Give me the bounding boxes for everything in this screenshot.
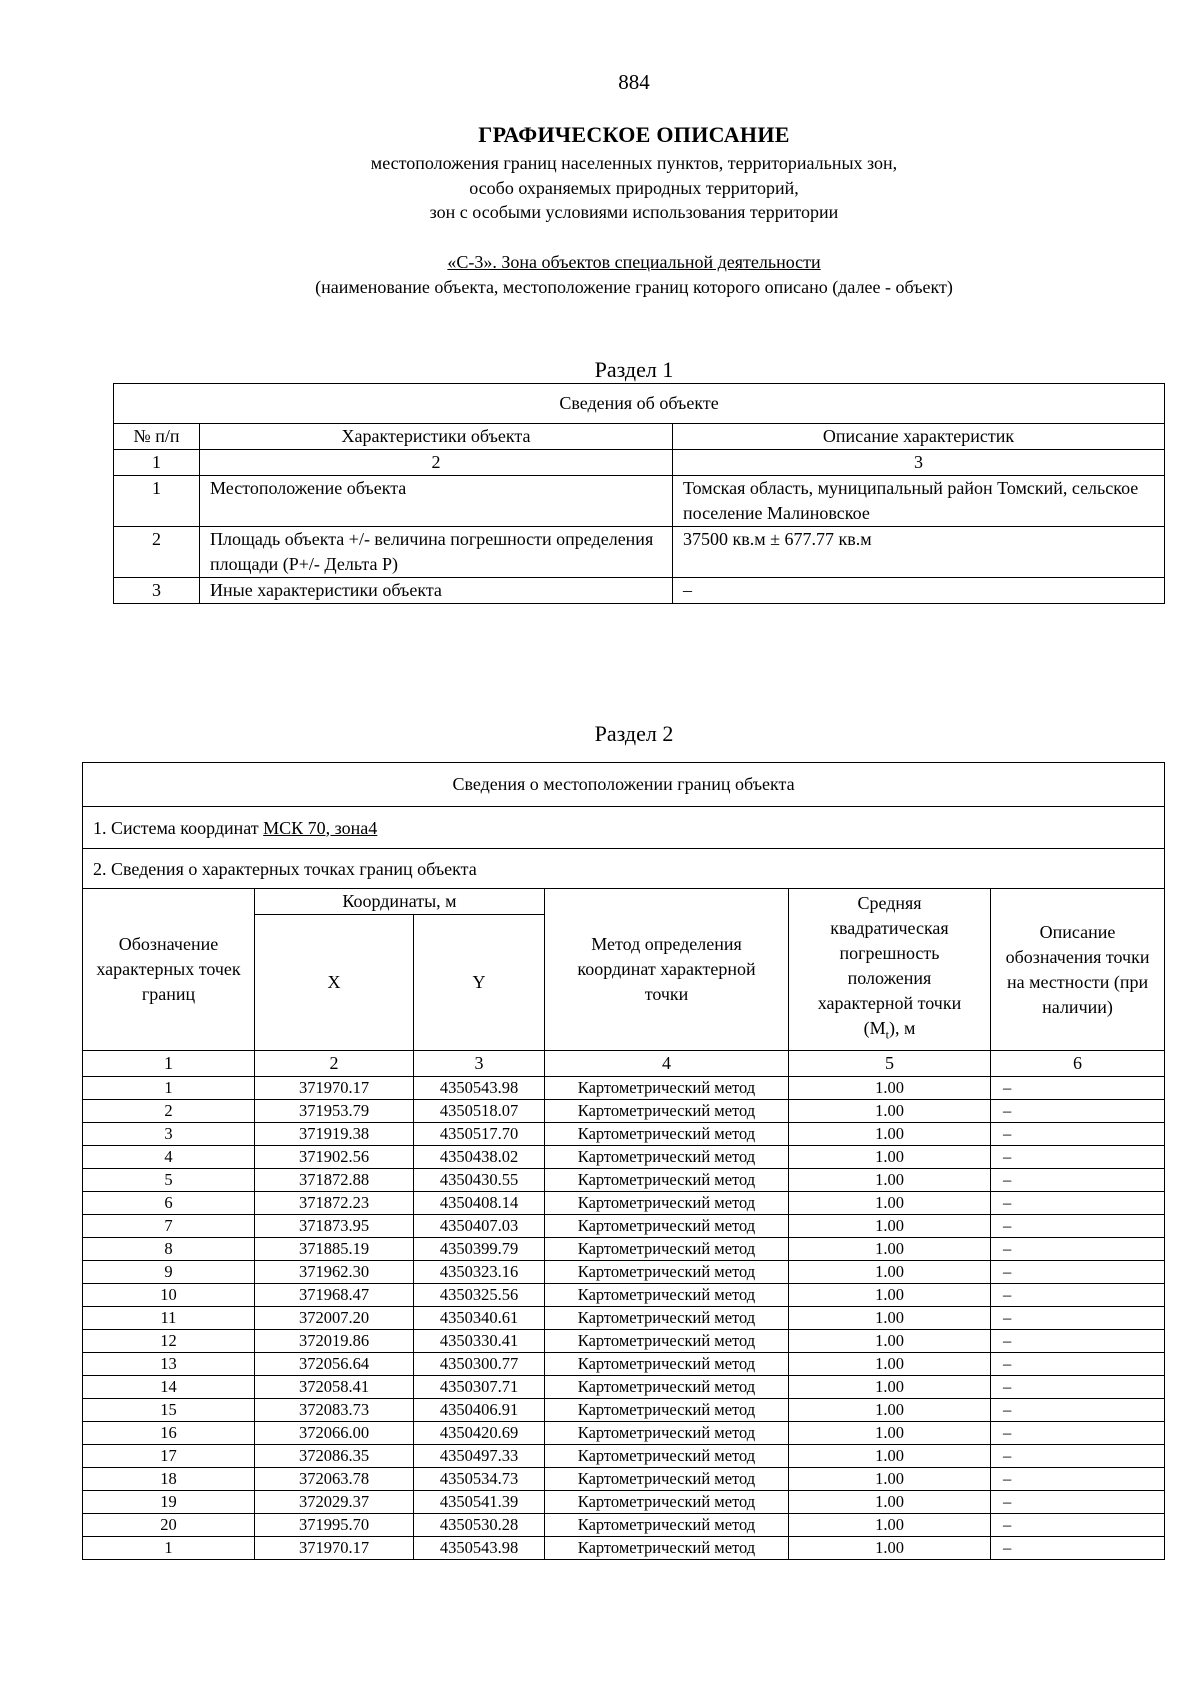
point-number: 13 — [83, 1353, 255, 1376]
header-y: Y — [414, 915, 545, 1051]
coord-x: 372086.35 — [255, 1445, 414, 1468]
error-value: 1.00 — [789, 1261, 991, 1284]
points-info-label: 2. Сведения о характерных точках границ объекта — [83, 849, 1165, 889]
point-description: – — [991, 1169, 1165, 1192]
coord-x: 371968.47 — [255, 1284, 414, 1307]
header-coordinates: Координаты, м — [255, 889, 545, 915]
point-description: – — [991, 1146, 1165, 1169]
error-value: 1.00 — [789, 1445, 991, 1468]
error-value: 1.00 — [789, 1123, 991, 1146]
coord-y: 4350300.77 — [414, 1353, 545, 1376]
point-number: 4 — [83, 1146, 255, 1169]
point-number: 14 — [83, 1376, 255, 1399]
method: Картометрический метод — [545, 1261, 789, 1284]
method: Картометрический метод — [545, 1445, 789, 1468]
error-value: 1.00 — [789, 1376, 991, 1399]
error-value: 1.00 — [789, 1146, 991, 1169]
column-number: 3 — [414, 1051, 545, 1077]
point-description: – — [991, 1192, 1165, 1215]
point-number: 15 — [83, 1399, 255, 1422]
table-row — [83, 1399, 1165, 1422]
error-value: 1.00 — [789, 1468, 991, 1491]
point-number: 5 — [83, 1169, 255, 1192]
error-value: 1.00 — [789, 1284, 991, 1307]
point-number: 7 — [83, 1215, 255, 1238]
coord-x: 371885.19 — [255, 1238, 414, 1261]
coord-y: 4350430.55 — [414, 1169, 545, 1192]
boundary-table-title: Сведения о местоположении границ объекта — [83, 763, 1165, 807]
object-caption: (наименование объекта, местоположение границ которого описано (далее - объект) — [315, 277, 953, 297]
table-row — [83, 1468, 1165, 1491]
coord-x: 371995.70 — [255, 1514, 414, 1537]
table-row — [83, 1238, 1165, 1261]
table-row — [83, 1491, 1165, 1514]
method: Картометрический метод — [545, 1353, 789, 1376]
point-description: – — [991, 1215, 1165, 1238]
point-number: 16 — [83, 1422, 255, 1445]
table-row — [83, 1376, 1165, 1399]
column-number: 2 — [200, 450, 673, 476]
method: Картометрический метод — [545, 1376, 789, 1399]
point-number: 3 — [83, 1123, 255, 1146]
point-number: 12 — [83, 1330, 255, 1353]
header-description: Описание обозначения точки на местности (при наличии) — [991, 889, 1165, 1051]
error-value: 1.00 — [789, 1169, 991, 1192]
point-description: – — [991, 1468, 1165, 1491]
header-error — [789, 889, 991, 1051]
point-description: – — [991, 1100, 1165, 1123]
header-point: Обозначение характерных точек границ — [83, 889, 255, 1051]
point-number: 17 — [83, 1445, 255, 1468]
object-name-text: «С-3». Зона объектов специальной деятельности — [447, 252, 821, 272]
row-characteristic: Площадь объекта +/- величина погрешности определения площади (Р+/- Дельта Р) — [200, 527, 673, 578]
coord-y: 4350534.73 — [414, 1468, 545, 1491]
section-2-title: Раздел 2 — [594, 721, 674, 746]
object-info-table-title: Сведения об объекте — [114, 384, 1165, 424]
column-number: 1 — [114, 450, 200, 476]
coord-x: 371872.23 — [255, 1192, 414, 1215]
coord-y: 4350407.03 — [414, 1215, 545, 1238]
method: Картометрический метод — [545, 1123, 789, 1146]
method: Картометрический метод — [545, 1399, 789, 1422]
error-value: 1.00 — [789, 1422, 991, 1445]
method: Картометрический метод — [545, 1491, 789, 1514]
point-number: 6 — [83, 1192, 255, 1215]
coord-y: 4350340.61 — [414, 1307, 545, 1330]
page-number: 884 — [618, 70, 650, 94]
error-value: 1.00 — [789, 1077, 991, 1100]
coord-y: 4350438.02 — [414, 1146, 545, 1169]
header-description: Описание характеристик — [673, 424, 1165, 450]
row-number: 2 — [114, 527, 200, 578]
point-number: 8 — [83, 1238, 255, 1261]
point-description: – — [991, 1261, 1165, 1284]
error-value: 1.00 — [789, 1399, 991, 1422]
method: Картометрический метод — [545, 1077, 789, 1100]
point-description: – — [991, 1514, 1165, 1537]
table-row — [83, 1146, 1165, 1169]
point-description: – — [991, 1284, 1165, 1307]
coord-y: 4350325.56 — [414, 1284, 545, 1307]
table-row — [83, 1330, 1165, 1353]
error-value: 1.00 — [789, 1100, 991, 1123]
table-row — [83, 1422, 1165, 1445]
coord-x: 371919.38 — [255, 1123, 414, 1146]
coord-x: 372056.64 — [255, 1353, 414, 1376]
coord-y: 4350420.69 — [414, 1422, 545, 1445]
point-description: – — [991, 1376, 1165, 1399]
method: Картометрический метод — [545, 1537, 789, 1560]
method: Картометрический метод — [545, 1146, 789, 1169]
header-method: Метод определения координат характерной точки — [545, 889, 789, 1051]
coord-x: 372063.78 — [255, 1468, 414, 1491]
coordinate-system-value: МСК 70, зона4 — [263, 817, 378, 838]
point-description: – — [991, 1123, 1165, 1146]
object-name — [0, 252, 1200, 273]
coord-y: 4350408.14 — [414, 1192, 545, 1215]
column-number: 1 — [83, 1051, 255, 1077]
error-value: 1.00 — [789, 1307, 991, 1330]
column-number: 4 — [545, 1051, 789, 1077]
row-description: – — [673, 578, 1165, 604]
section-1-title: Раздел 1 — [594, 357, 674, 382]
coord-y: 4350330.41 — [414, 1330, 545, 1353]
column-number: 5 — [789, 1051, 991, 1077]
method: Картометрический метод — [545, 1307, 789, 1330]
point-description: – — [991, 1445, 1165, 1468]
error-value: 1.00 — [789, 1238, 991, 1261]
coord-y: 4350307.71 — [414, 1376, 545, 1399]
column-number: 3 — [673, 450, 1165, 476]
coord-x: 372007.20 — [255, 1307, 414, 1330]
header-number: № п/п — [114, 424, 200, 450]
method: Картометрический метод — [545, 1514, 789, 1537]
point-number: 9 — [83, 1261, 255, 1284]
point-number: 2 — [83, 1100, 255, 1123]
coord-x: 371872.88 — [255, 1169, 414, 1192]
coord-y: 4350541.39 — [414, 1491, 545, 1514]
point-description: – — [991, 1399, 1165, 1422]
coord-y: 4350323.16 — [414, 1261, 545, 1284]
coord-y: 4350530.28 — [414, 1514, 545, 1537]
coord-x: 371902.56 — [255, 1146, 414, 1169]
coordinate-system-label: 1. Система координат — [93, 817, 264, 838]
method: Картометрический метод — [545, 1238, 789, 1261]
row-number: 1 — [114, 476, 200, 527]
coord-y: 4350518.07 — [414, 1100, 545, 1123]
table-row — [83, 1261, 1165, 1284]
point-description: – — [991, 1537, 1165, 1560]
table-row — [83, 1284, 1165, 1307]
method: Картометрический метод — [545, 1330, 789, 1353]
point-number: 20 — [83, 1514, 255, 1537]
error-value: 1.00 — [789, 1215, 991, 1238]
coord-x: 372066.00 — [255, 1422, 414, 1445]
method: Картометрический метод — [545, 1169, 789, 1192]
table-row — [83, 1192, 1165, 1215]
table-row — [83, 1215, 1165, 1238]
coord-x: 371953.79 — [255, 1100, 414, 1123]
point-description: – — [991, 1307, 1165, 1330]
coord-x: 371970.17 — [255, 1537, 414, 1560]
point-number: 1 — [83, 1537, 255, 1560]
coord-x: 372029.37 — [255, 1491, 414, 1514]
point-description: – — [991, 1353, 1165, 1376]
coord-y: 4350406.91 — [414, 1399, 545, 1422]
coord-x: 371970.17 — [255, 1077, 414, 1100]
point-number: 11 — [83, 1307, 255, 1330]
point-description: – — [991, 1491, 1165, 1514]
coord-y: 4350543.98 — [414, 1077, 545, 1100]
method: Картометрический метод — [545, 1192, 789, 1215]
row-description: Томская область, муниципальный район Томский, сельское поселение Малиновское — [673, 476, 1165, 527]
row-characteristic: Местоположение объекта — [200, 476, 673, 527]
header-error-text: Средняя квадратическая погрешность положения характерной точки (M — [817, 893, 962, 1039]
header-x: X — [255, 915, 414, 1051]
coord-x: 371962.30 — [255, 1261, 414, 1284]
subtitle-line-2: особо охраняемых природных территорий, — [469, 178, 799, 198]
row-characteristic: Иные характеристики объекта — [200, 578, 673, 604]
header-characteristics: Характеристики объекта — [200, 424, 673, 450]
column-number: 6 — [991, 1051, 1165, 1077]
column-number: 2 — [255, 1051, 414, 1077]
error-value: 1.00 — [789, 1192, 991, 1215]
error-value: 1.00 — [789, 1353, 991, 1376]
method: Картометрический метод — [545, 1215, 789, 1238]
coord-x: 372058.41 — [255, 1376, 414, 1399]
table-row — [83, 1445, 1165, 1468]
coord-y: 4350399.79 — [414, 1238, 545, 1261]
document-title: ГРАФИЧЕСКОЕ ОПИСАНИЕ — [478, 122, 790, 147]
coord-x: 372083.73 — [255, 1399, 414, 1422]
error-value: 1.00 — [789, 1491, 991, 1514]
coord-y: 4350497.33 — [414, 1445, 545, 1468]
error-value: 1.00 — [789, 1514, 991, 1537]
coordinate-system — [83, 807, 1165, 849]
subtitle-line-1: местоположения границ населенных пунктов, территориальных зон, — [370, 153, 898, 173]
point-number: 19 — [83, 1491, 255, 1514]
boundary-points-table — [82, 762, 1165, 1560]
table-row — [83, 1514, 1165, 1537]
table-row — [83, 1353, 1165, 1376]
method: Картометрический метод — [545, 1468, 789, 1491]
coord-y: 4350543.98 — [414, 1537, 545, 1560]
table-row — [83, 1123, 1165, 1146]
point-description: – — [991, 1330, 1165, 1353]
table-row — [83, 1100, 1165, 1123]
coord-x: 371873.95 — [255, 1215, 414, 1238]
table-row — [83, 1077, 1165, 1100]
table-row — [83, 1537, 1165, 1560]
error-value: 1.00 — [789, 1537, 991, 1560]
coord-y: 4350517.70 — [414, 1123, 545, 1146]
point-description: – — [991, 1238, 1165, 1261]
point-description: – — [991, 1422, 1165, 1445]
coord-x: 372019.86 — [255, 1330, 414, 1353]
row-number: 3 — [114, 578, 200, 604]
point-number: 10 — [83, 1284, 255, 1307]
method: Картометрический метод — [545, 1100, 789, 1123]
row-description: 37500 кв.м ± 677.77 кв.м — [673, 527, 1165, 578]
method: Картометрический метод — [545, 1422, 789, 1445]
point-description: – — [991, 1077, 1165, 1100]
error-value: 1.00 — [789, 1330, 991, 1353]
header-error-subscript: t — [885, 1027, 889, 1042]
object-info-table — [113, 383, 1165, 604]
point-number: 18 — [83, 1468, 255, 1491]
header-error-suffix: ), м — [888, 1018, 916, 1039]
table-row — [83, 1169, 1165, 1192]
table-row — [83, 1307, 1165, 1330]
method: Картометрический метод — [545, 1284, 789, 1307]
point-number: 1 — [83, 1077, 255, 1100]
subtitle-line-3: зон с особыми условиями использования территории — [429, 202, 839, 222]
